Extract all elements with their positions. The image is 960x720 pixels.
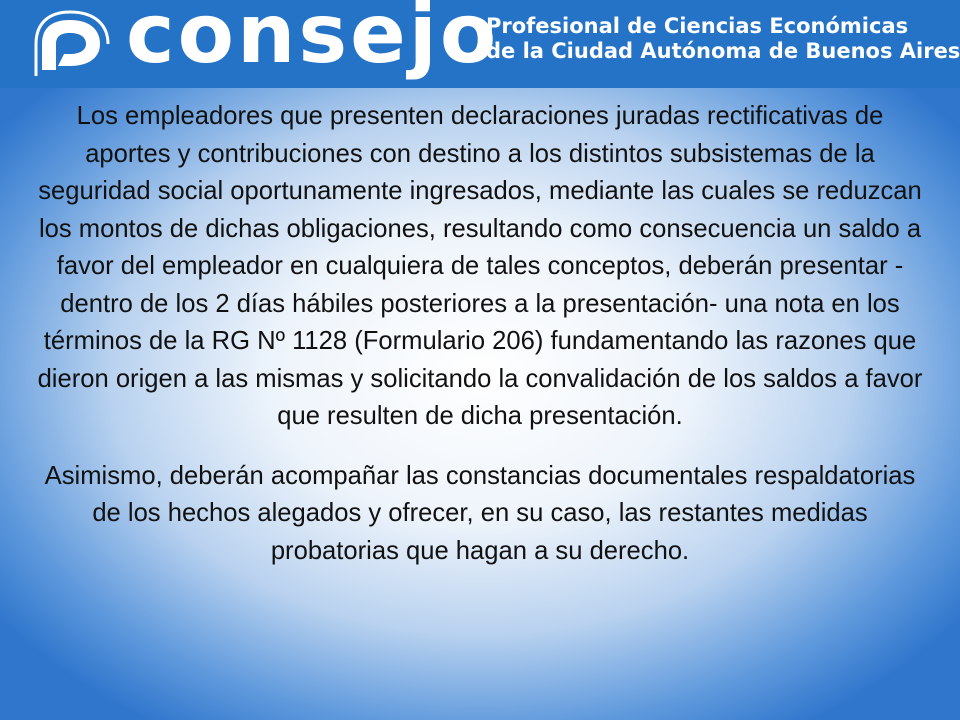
subtitle-line-2: de la Ciudad Autónoma de Buenos Aires	[486, 39, 960, 63]
header-banner	[0, 0, 960, 88]
slide-content	[34, 98, 926, 570]
organization-subtitle	[486, 14, 960, 64]
subtitle-line-1: Profesional de Ciencias Económicas	[486, 14, 909, 38]
logo-wordmark: consejo	[126, 0, 500, 82]
consejo-logo-icon	[6, 6, 114, 82]
paragraph-constancias: Asimismo, deberán acompañar las constancias documentales respaldatorias de los hechos alegados y ofrecer, en su caso, las restantes medidas probatorias que hagan a su derecho.	[44, 461, 916, 565]
paragraph-rectificativas: Los empleadores que presenten declaraciones juradas rectificativas de aportes y contribuciones con destino a los distintos subsistemas de la seguridad social oportunamente ingresados, mediante las cuales se reduzcan los montos de dichas obligaciones, resultando como consecuencia un saldo a favor del empleador en cualquiera de tales conceptos, deberán presentar -dentro de los 2 días hábiles posteriores a la presentación- una nota en los términos de la RG Nº 1128 (Formulario 206) fundamentando las razones que dieron origen a las mismas y solicitando la convalidación de los saldos a favor que resulten de dicha presentación.	[37, 102, 923, 430]
